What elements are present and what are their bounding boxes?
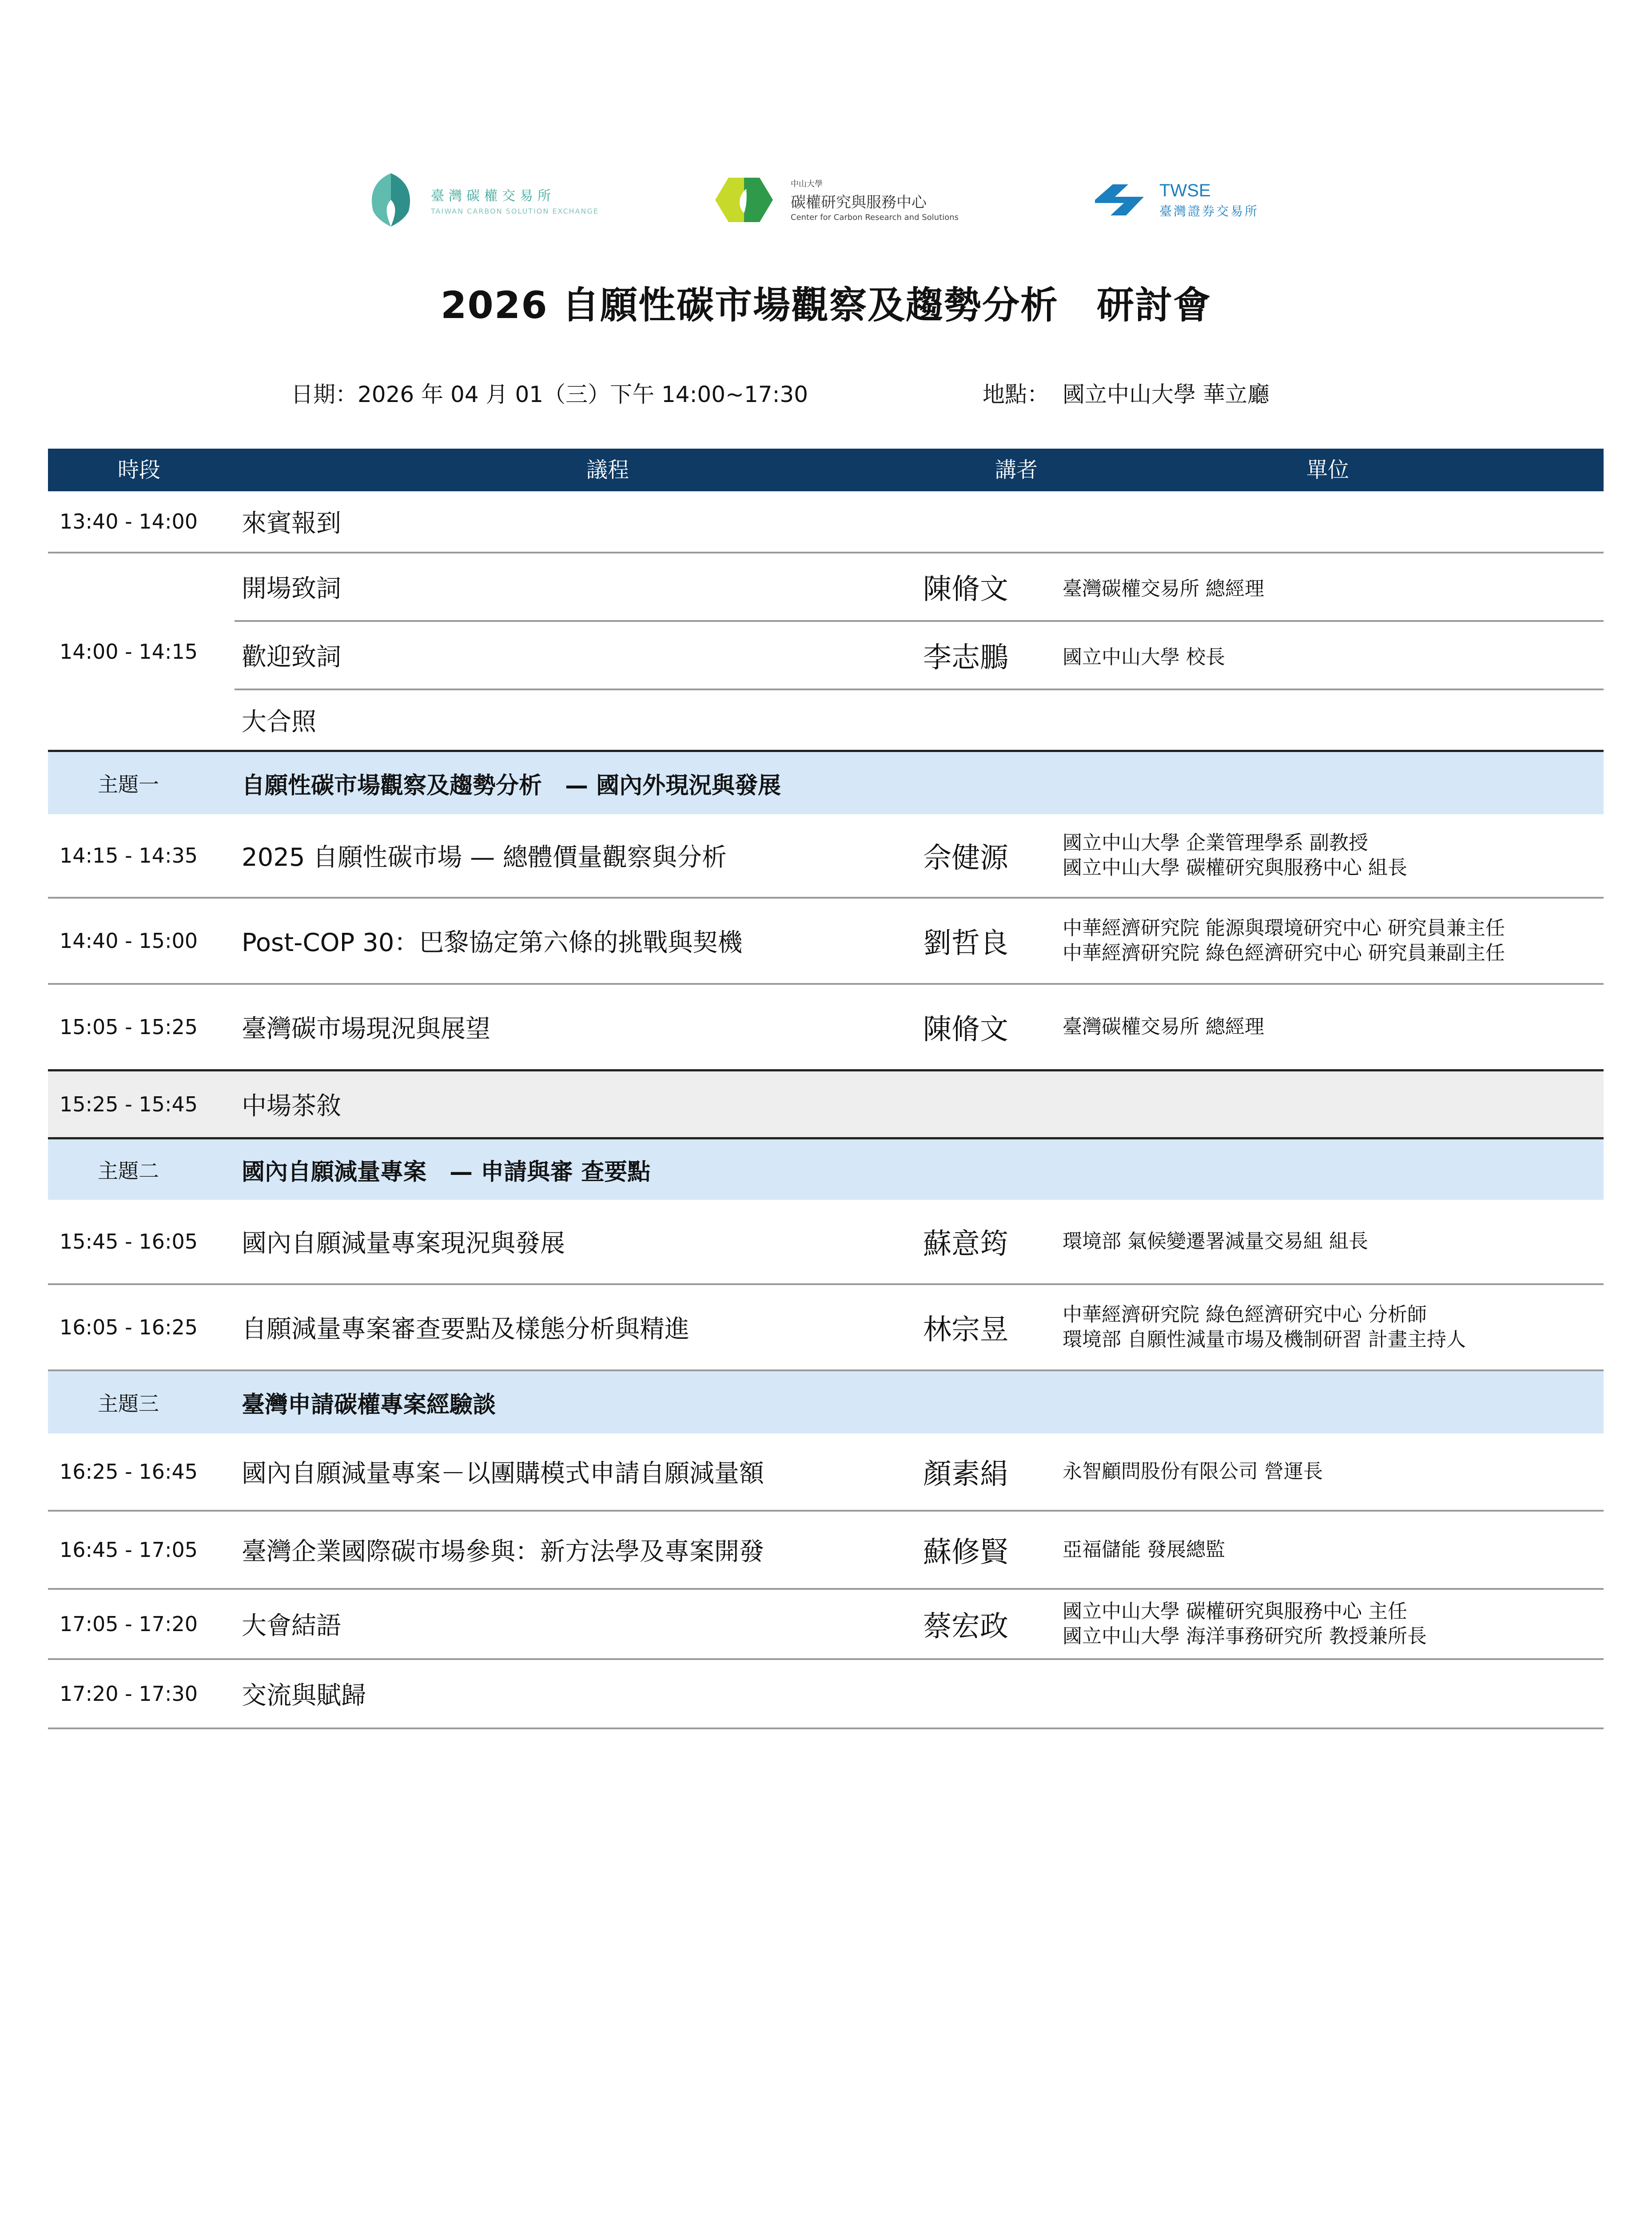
theme-row [48,1139,1604,1200]
row-agenda: 交流與賦歸 [242,1681,366,1710]
unit-line: 國立中山大學 海洋事務研究所 教授兼所長 [1063,1625,1427,1648]
row-time: 15:45 - 16:05 [60,1230,198,1254]
theme-title: 自願性碳市場觀察及趨勢分析 — 國內外現況與發展 [242,772,781,799]
theme-row [48,1371,1604,1433]
unit-line: 環境部 自願性減量市場及機制研習 計畫主持人 [1063,1328,1466,1351]
row-agenda: 2025 自願性碳市場 — 總體價量觀察與分析 [242,843,727,872]
header-unit: 單位 [1306,458,1349,482]
row-time: 16:05 - 16:25 [60,1315,198,1339]
tcx-leaf-icon [364,171,418,229]
venue-value: 國立中山大學 華立廳 [1063,382,1270,407]
event-venue [983,377,1270,409]
twse-wave-icon [1093,180,1146,220]
sub-row [235,553,1604,620]
ccrs-name: 碳權研究與服務中心 [791,194,927,211]
row-unit [1063,899,1505,983]
row-speaker: 陳脩文 [923,1013,1008,1046]
table-row [48,1590,1604,1660]
theme-title: 國內自願減量專案 — 申請與審 查要點 [242,1158,651,1186]
sub-row [235,690,1604,750]
header-time: 時段 [117,458,160,482]
header-agenda: 議程 [586,458,629,482]
table-row [48,1660,1604,1729]
row-unit [1063,1590,1427,1658]
row-agenda: 大合照 [242,708,316,736]
row-agenda: 開場致詞 [242,574,341,603]
theme-label: 主題二 [98,1159,159,1183]
ccrs-hexagon-icon [711,175,777,224]
table-row [48,814,1604,899]
row-unit: 臺灣碳權交易所 總經理 [1063,577,1264,600]
unit-line: 臺灣碳權交易所 總經理 [1063,1015,1264,1038]
row-speaker: 蘇意筠 [923,1228,1008,1261]
row-agenda: 歡迎致詞 [242,643,341,672]
row-time: 16:25 - 16:45 [60,1460,198,1484]
unit-line: 國立中山大學 企業管理學系 副教授 [1063,832,1368,854]
row-unit [1063,814,1407,897]
unit-line: 亞福儲能 發展總監 [1063,1538,1225,1561]
unit-line: 中華經濟研究院 綠色經濟研究中心 分析師 [1063,1303,1427,1326]
row-unit: 國立中山大學 校長 [1063,646,1225,669]
row-time: 16:45 - 17:05 [60,1538,198,1562]
sub-row [235,622,1604,689]
row-agenda: 臺灣碳市場現況與展望 [242,1015,490,1043]
ccrs-logo [711,164,959,235]
table-row [48,1512,1604,1590]
row-agenda: 大會結語 [242,1612,341,1640]
row-time: 17:05 - 17:20 [60,1612,198,1636]
table-row [48,553,1604,752]
twse-name: 臺灣證券交易所 [1159,203,1259,219]
row-agenda: 來賓報到 [242,509,341,538]
tcx-name: 臺灣碳權交易所 [431,188,555,204]
unit-line: 國立中山大學 碳權研究與服務中心 組長 [1063,856,1407,879]
page-title: 2026 自願性碳市場觀察及趨勢分析 研討會 [440,283,1212,327]
table-header [48,449,1604,491]
row-agenda: 國內自願減量專案現況與發展 [242,1229,565,1258]
row-time: 14:00 - 14:15 [60,640,198,664]
event-date: 日期：2026 年 04 月 01（三）下午 14:00~17:30 [291,382,808,407]
theme-label: 主題三 [98,1392,159,1416]
row-time: 17:20 - 17:30 [60,1682,198,1706]
row-time: 15:05 - 15:25 [60,1015,198,1039]
row-speaker: 佘健源 [923,842,1008,875]
row-speaker: 蔡宏政 [923,1610,1008,1643]
table-row [48,1200,1604,1285]
table-row [48,899,1604,985]
table-row [48,491,1604,553]
twse-logo [1093,164,1259,235]
row-unit [1063,1200,1368,1283]
unit-line: 永智顧問股份有限公司 營運長 [1063,1460,1323,1483]
row-agenda: 自願減量專案審查要點及樣態分析與精進 [242,1315,689,1344]
row-speaker: 顏素絹 [923,1458,1008,1491]
row-speaker: 林宗昱 [923,1313,1008,1346]
tcx-en: TAIWAN CARBON SOLUTION EXCHANGE [431,207,599,215]
row-speaker: 李志鵬 [923,641,1008,674]
unit-line: 中華經濟研究院 能源與環境研究中心 研究員兼主任 [1063,917,1505,939]
row-unit [1063,1512,1225,1588]
row-unit [1063,1433,1323,1510]
ccrs-en: Center for Carbon Research and Solutions [791,213,959,222]
row-time: 14:15 - 14:35 [60,844,198,868]
row-speaker: 蘇修賢 [923,1536,1008,1569]
row-agenda: 中場茶敘 [242,1092,341,1121]
row-speaker: 劉哲良 [923,927,1008,960]
unit-line: 中華經濟研究院 綠色經濟研究中心 研究員兼副主任 [1063,942,1505,964]
theme-row [48,752,1604,814]
row-time: 13:40 - 14:00 [60,509,198,533]
row-agenda: 國內自願減量專案－以團購模式申請自願減量額 [242,1459,764,1488]
row-time: 14:40 - 15:00 [60,929,198,953]
row-unit [1063,985,1264,1069]
table-row [48,1071,1604,1139]
table-row [48,1285,1604,1371]
ccrs-small: 中山大學 [791,179,823,189]
header-speaker: 講者 [995,458,1038,482]
row-agenda: Post-COP 30：巴黎協定第六條的挑戰與契機 [242,928,743,957]
row-agenda: 臺灣企業國際碳市場參與：新方法學及專案開發 [242,1537,764,1566]
tcx-logo [364,164,599,235]
agenda-table [48,449,1604,1729]
twse-en: TWSE [1159,180,1211,200]
table-row [48,985,1604,1071]
theme-label: 主題一 [98,772,159,796]
logo-bar [0,164,1652,235]
table-row [48,1433,1604,1512]
venue-label: 地點： [983,382,1049,407]
row-time: 15:25 - 15:45 [60,1092,198,1116]
theme-title: 臺灣申請碳權專案經驗談 [242,1391,496,1418]
unit-line: 國立中山大學 碳權研究與服務中心 主任 [1063,1600,1407,1623]
row-unit [1063,1285,1466,1369]
unit-line: 環境部 氣候變遷署減量交易組 組長 [1063,1230,1368,1253]
row-speaker: 陳脩文 [923,573,1008,606]
